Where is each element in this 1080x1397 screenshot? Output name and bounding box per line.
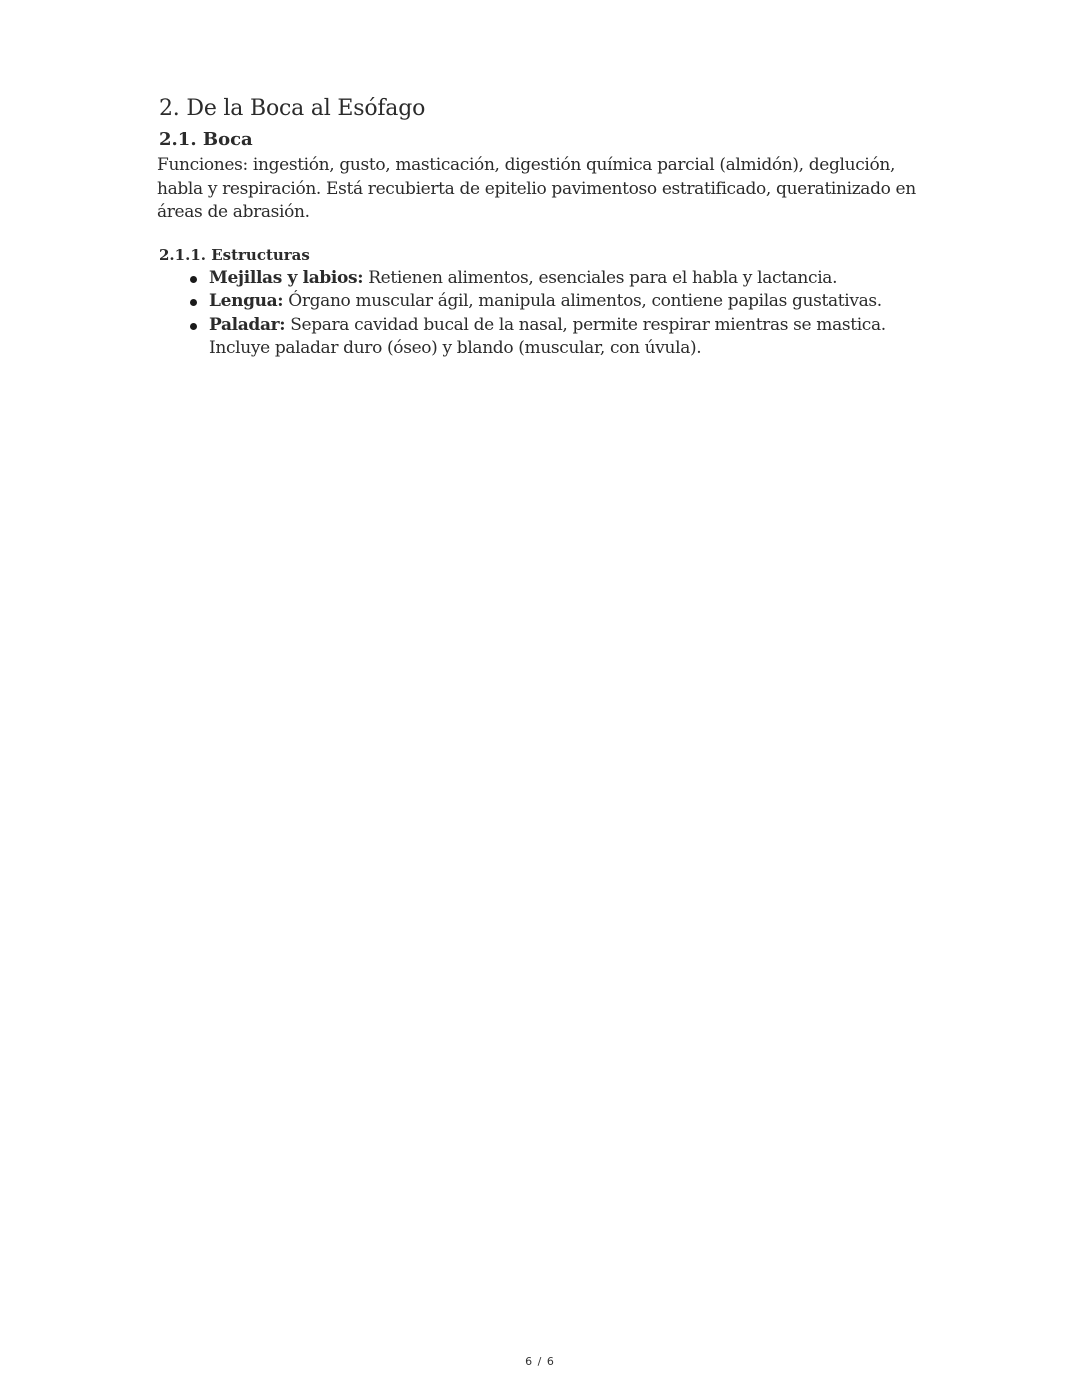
list-item-text: Retienen alimentos, esenciales para el habla y lactancia. — [363, 267, 838, 288]
body-paragraph: Funciones: ingestión, gusto, masticación, digestión química parcial (almidón), deglución, habla y respiración. Está recubierta de epitelio pavimentoso estratificado, queratinizado en áreas de abrasión. — [157, 155, 916, 222]
subsubsection-heading: 2.1.1. Estructuras — [159, 245, 310, 264]
structures-list — [157, 267, 937, 361]
list-item — [157, 267, 937, 291]
list-item-label: Lengua: — [209, 291, 284, 311]
document-page — [157, 92, 937, 361]
bullet-icon — [190, 323, 197, 330]
list-item-label: Paladar: — [209, 314, 286, 335]
bullet-icon — [190, 276, 197, 283]
subsection-heading: 2.1. Boca — [159, 129, 253, 150]
list-item-label: Mejillas y labios: — [209, 267, 364, 288]
bullet-icon — [190, 299, 197, 306]
page-number: 6 / 6 — [525, 1355, 555, 1368]
list-item-text: Separa cavidad bucal de la nasal, permite respirar mientras se mastica. Incluye paladar duro (óseo) y blando (muscular, con úvula). — [209, 314, 886, 358]
list-item — [157, 314, 937, 361]
section-heading: 2. De la Boca al Esófago — [159, 96, 426, 121]
list-item — [157, 290, 937, 314]
list-item-text: Órgano muscular ágil, manipula alimentos, contiene papilas gustativas. — [283, 291, 882, 311]
